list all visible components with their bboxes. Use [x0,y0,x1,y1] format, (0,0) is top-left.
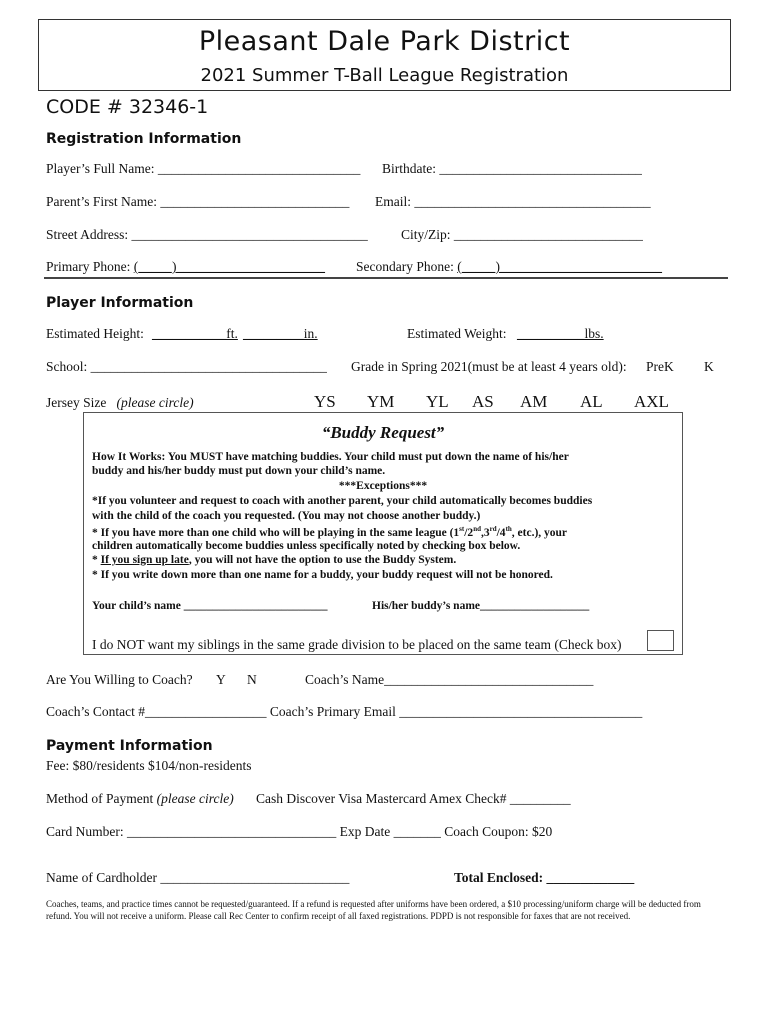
jersey-size-label [46,395,194,411]
section-divider [44,277,728,279]
text-fragment: * If you have more than one child who will be playing in the same league (1 [92,526,460,539]
text-fragment: /4 [496,526,506,539]
player-name-field[interactable]: Player’s Full Name: ______________________________ [46,161,361,176]
grade-option-k[interactable]: K [704,359,714,374]
city-zip-field[interactable]: City/Zip: ____________________________ [401,227,643,242]
weight-lbs-field[interactable]: __________lbs. [517,326,604,341]
payment-methods-options[interactable]: Cash Discover Visa Mastercard Amex Check# _________ [256,791,571,806]
jersey-option-axl[interactable]: AXL [634,392,669,411]
total-enclosed-field[interactable]: Total Enclosed: _____________ [454,870,635,885]
coach-willing-label: Are You Willing to Coach? [46,672,193,687]
superscript: nd [473,525,481,533]
buddy-text-line: *If you volunteer and request to coach with another parent, your child automatically becomes buddies [92,495,593,507]
street-address-field[interactable]: Street Address: ___________________________________ [46,227,368,242]
header-box [38,19,731,91]
primary-phone-field[interactable] [46,259,325,275]
buddy-name-field[interactable]: His/her buddy’s name___________________ [372,600,590,612]
payment-method-label [46,791,234,807]
primary-phone-blank[interactable]: (_____)______________________ [133,259,325,274]
text-fragment: , you will not have the option to use the Buddy System. [188,554,457,566]
jersey-option-ym[interactable]: YM [367,392,395,411]
siblings-option-text: I do NOT want my siblings in the same grade division to be placed on the same team (Check box) [92,637,622,652]
coach-option-yes[interactable]: Y [216,672,226,687]
text-fragment: * [92,554,101,566]
height-in-field[interactable]: _________in. [243,326,318,341]
weight-label: Estimated Weight: [407,326,507,341]
fee-text: Fee: $80/residents $104/non-residents [46,758,252,773]
jersey-option-as[interactable]: AS [472,392,494,411]
payment-heading: Payment Information [46,738,213,754]
buddy-text-line: * If you write down more than one name for a buddy, your buddy request will not be honored. [92,569,553,581]
jersey-hint: (please circle) [116,395,194,410]
superscript: rd [489,525,497,533]
text-fragment: ,3 [480,526,490,539]
cardholder-field[interactable]: Name of Cardholder ____________________________ [46,870,350,885]
player-heading: Player Information [46,295,194,311]
jersey-label-text: Jersey Size [46,395,107,410]
parent-name-field[interactable]: Parent’s First Name: ____________________________ [46,194,350,209]
jersey-option-am[interactable]: AM [520,392,548,411]
registration-heading: Registration Information [46,131,242,147]
coach-option-no[interactable]: N [247,672,257,687]
page-subtitle: 2021 Summer T-Ball League Registration [200,65,569,86]
method-hint: (please circle) [156,791,234,806]
grade-label: Grade in Spring 2021(must be at least 4 years old): [351,359,627,374]
buddy-text-line: children automatically become buddies unless specifically noted by checking box below. [92,540,521,552]
card-number-field[interactable]: Card Number: _______________________________ Exp Date _______ Coach Coupon: $20 [46,824,553,839]
child-name-field[interactable]: Your child’s name _________________________ [92,600,328,612]
height-label: Estimated Height: [46,326,144,341]
height-ft-field[interactable]: ___________ft. [152,326,238,341]
secondary-phone-blank[interactable]: (_____)________________________ [457,259,662,274]
text-fragment: If you sign up late [100,554,189,566]
superscript: th [505,525,512,533]
birthdate-field[interactable]: Birthdate: ______________________________ [382,161,642,176]
jersey-option-ys[interactable]: YS [314,392,336,411]
siblings-checkbox[interactable] [647,630,674,651]
program-code: CODE # 32346-1 [46,96,209,118]
email-field[interactable]: Email: ___________________________________ [375,194,651,209]
buddy-request-box [83,412,683,655]
secondary-phone-field[interactable] [356,259,662,275]
school-field[interactable]: School: ___________________________________ [46,359,327,374]
buddy-text-line: buddy and his/her buddy must put down your child’s name. [92,465,386,477]
buddy-text-line: How It Works: You MUST have matching buddies. Your child must put down the name of his/her [92,451,569,463]
buddy-text-line [92,554,456,566]
buddy-text-line [92,525,567,539]
coach-name-field[interactable]: Coach’s Name_______________________________ [305,672,594,687]
text-fragment: , etc.), your [511,526,568,539]
exceptions-heading: ***Exceptions*** [338,480,428,492]
disclaimer-text: Coaches, teams, and practice times cannot be requested/guaranteed. If a refund is requested after uniforms have been ordered, a $10 processing/uniform charge will be deducted from refund. You will not receive a uniform. Please call Rec Center to confirm receipt of all faxed registrations. PDPD is not responsible for faxes that are not received. [46,899,701,921]
superscript: st [459,525,465,533]
jersey-option-yl[interactable]: YL [426,392,449,411]
buddy-request-title: “Buddy Request” [321,423,445,442]
primary-phone-label: Primary Phone: [46,259,134,274]
secondary-phone-label: Secondary Phone: [356,259,458,274]
buddy-text-line: with the child of the coach you requested. (You may not choose another buddy.) [92,510,481,522]
text-fragment: /2 [464,526,474,539]
method-label-text: Method of Payment [46,791,154,806]
jersey-option-al[interactable]: AL [580,392,603,411]
page-title: Pleasant Dale Park District [198,26,571,57]
coach-contact-field[interactable]: Coach’s Contact #__________________ Coach’s Primary Email ____________________________________ [46,704,643,719]
grade-option-prek[interactable]: PreK [646,359,674,374]
